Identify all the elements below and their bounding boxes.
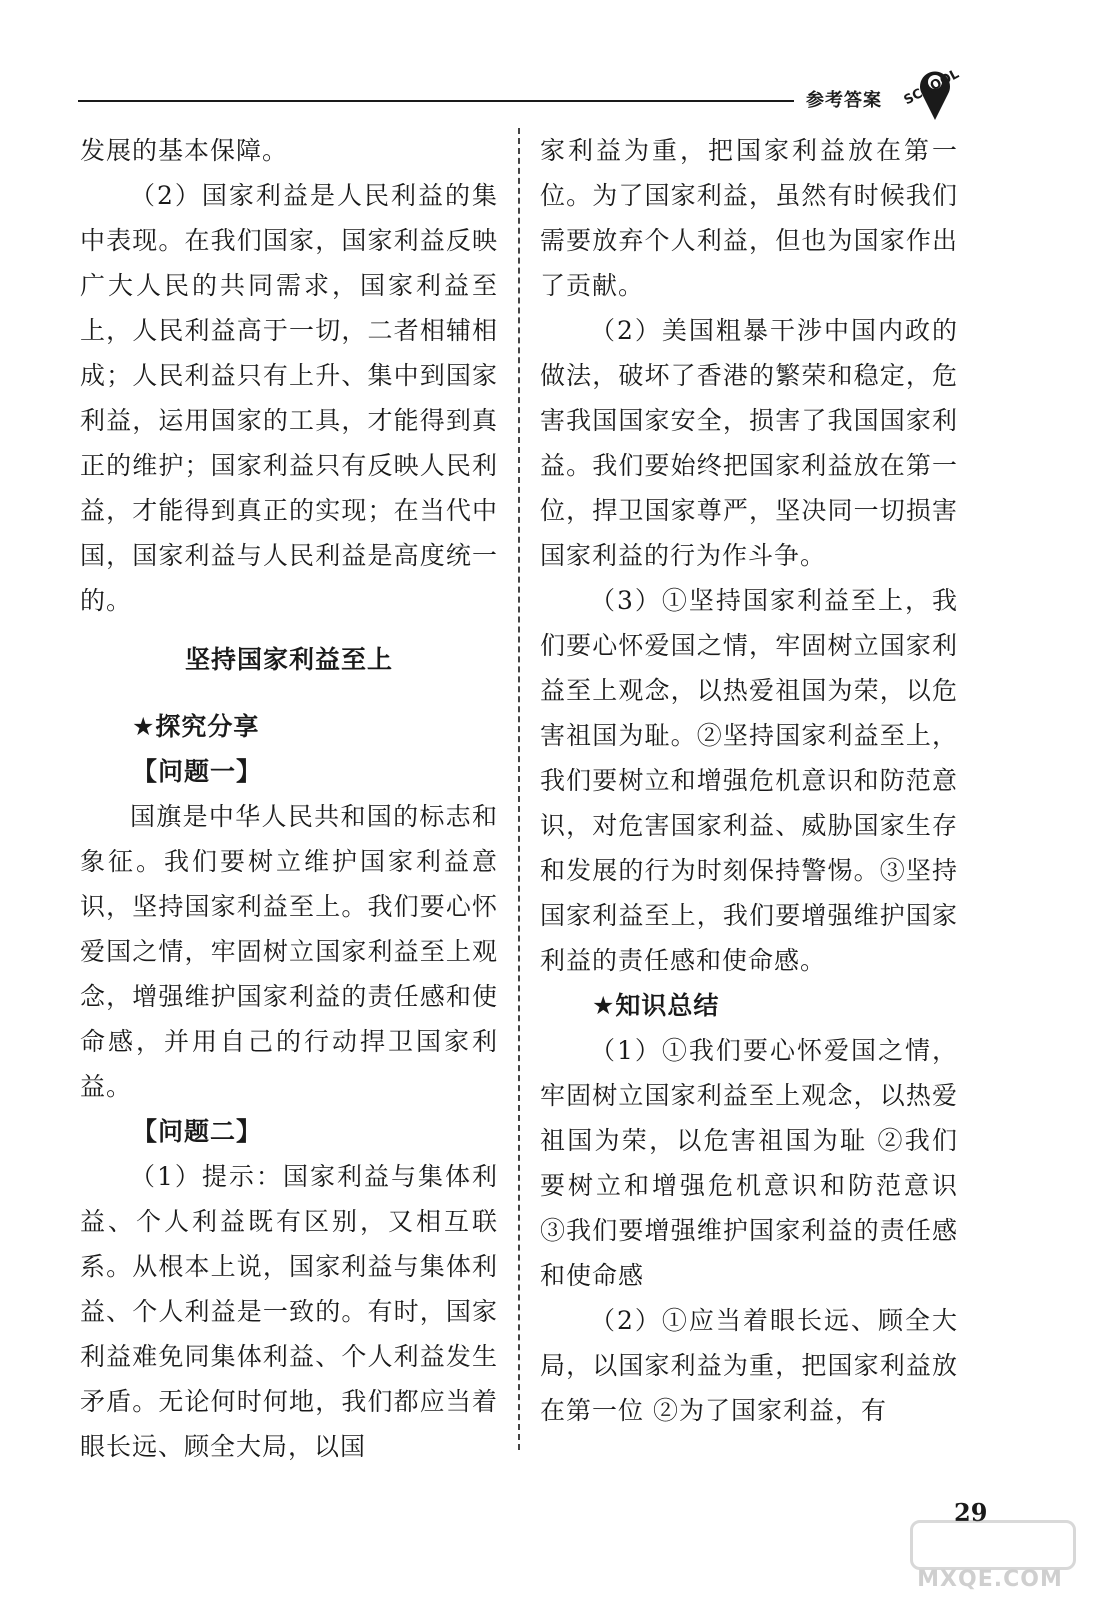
section-heading: 坚持国家利益至上	[184, 645, 393, 674]
page-number: 29	[954, 1498, 988, 1527]
question-one-answer: 国旗是中华人民共和国的标志和象征。我们要树立维护国家利益意识，坚持国家利益至上。我们要心怀爱国之情，牢固树立国家利益至上观念，增强维护国家利益的责任感和使命感，并用自己的行动捍卫国家利益。	[80, 802, 498, 1101]
summary-item-2: （2）①应当着眼长远、顾全大局，以国家利益为重，把国家利益放在第一位 ②为了国家利益，有	[540, 1306, 958, 1425]
watermark	[900, 1520, 1080, 1596]
left-paragraph-2: （2）国家利益是人民利益的集中表现。在我们国家，国家利益反映广大人民的共同需求，国家利益至上，人民利益高于一切，二者相辅相成；人民利益只有上升、集中到国家利益，运用国家的工具，才能得到真正的维护；国家利益只有反映人民利益，才能得到真正的实现；在当代中国，国家利益与人民利益是高度统一的。	[80, 181, 498, 615]
watermark-text: MXQE.COM	[917, 1567, 1063, 1592]
right-paragraph-3: （3）①坚持国家利益至上，我们要心怀爱国之情，牢固树立国家利益至上观念，以热爱祖国为荣，以危害祖国为耻。②坚持国家利益至上，我们要树立和增强危机意识和防范意识，对危害国家利益、威胁国家生存和发展的行为时刻保持警惕。③坚持国家利益至上，我们要增强维护国家利益的责任感和使命感。	[540, 586, 958, 975]
column-divider	[518, 128, 520, 1450]
right-paragraph-2: （2）美国粗暴干涉中国内政的做法，破坏了香港的繁荣和稳定，危害我国国家安全，损害了我国国家利益。我们要始终把国家利益放在第一位，捍卫国家尊严，坚决同一切损害国家利益的行为作斗争。	[540, 316, 958, 570]
question-two-answer: （1）提示：国家利益与集体利益、个人利益既有区别，又相互联系。从根本上说，国家利益与集体利益、个人利益是一致的。有时，国家利益难免同集体利益、个人利益发生矛盾。无论何时何地，我们都应当着眼长远、顾全大局，以国	[80, 1162, 498, 1461]
school-logo-icon	[900, 60, 970, 124]
right-paragraph-continuation: 家利益为重，把国家利益放在第一位。为了国家利益，虽然有时候我们需要放弃个人利益，但也为国家作出了贡献。	[540, 136, 958, 300]
left-paragraph-continuation: 发展的基本保障。	[80, 136, 289, 165]
question-two-label: 【问题二】	[132, 1117, 263, 1146]
knowledge-summary-label: ★知识总结	[592, 991, 720, 1020]
watermark-box	[910, 1520, 1076, 1570]
question-one-label: 【问题一】	[132, 757, 263, 786]
summary-item-1: （1）①我们要心怀爱国之情，牢固树立国家利益至上观念，以热爱祖国为荣，以危害祖国为耻 ②我们要树立和增强危机意识和防范意识 ③我们要增强维护国家利益的责任感和使命感	[540, 1036, 958, 1290]
explore-share-label: ★探究分享	[132, 712, 260, 741]
right-column	[540, 128, 958, 1433]
left-column	[80, 128, 498, 1469]
page-header-title: 参考答案	[806, 90, 882, 111]
header-rule	[78, 100, 794, 102]
logo-text: SCHOOL	[901, 66, 962, 109]
